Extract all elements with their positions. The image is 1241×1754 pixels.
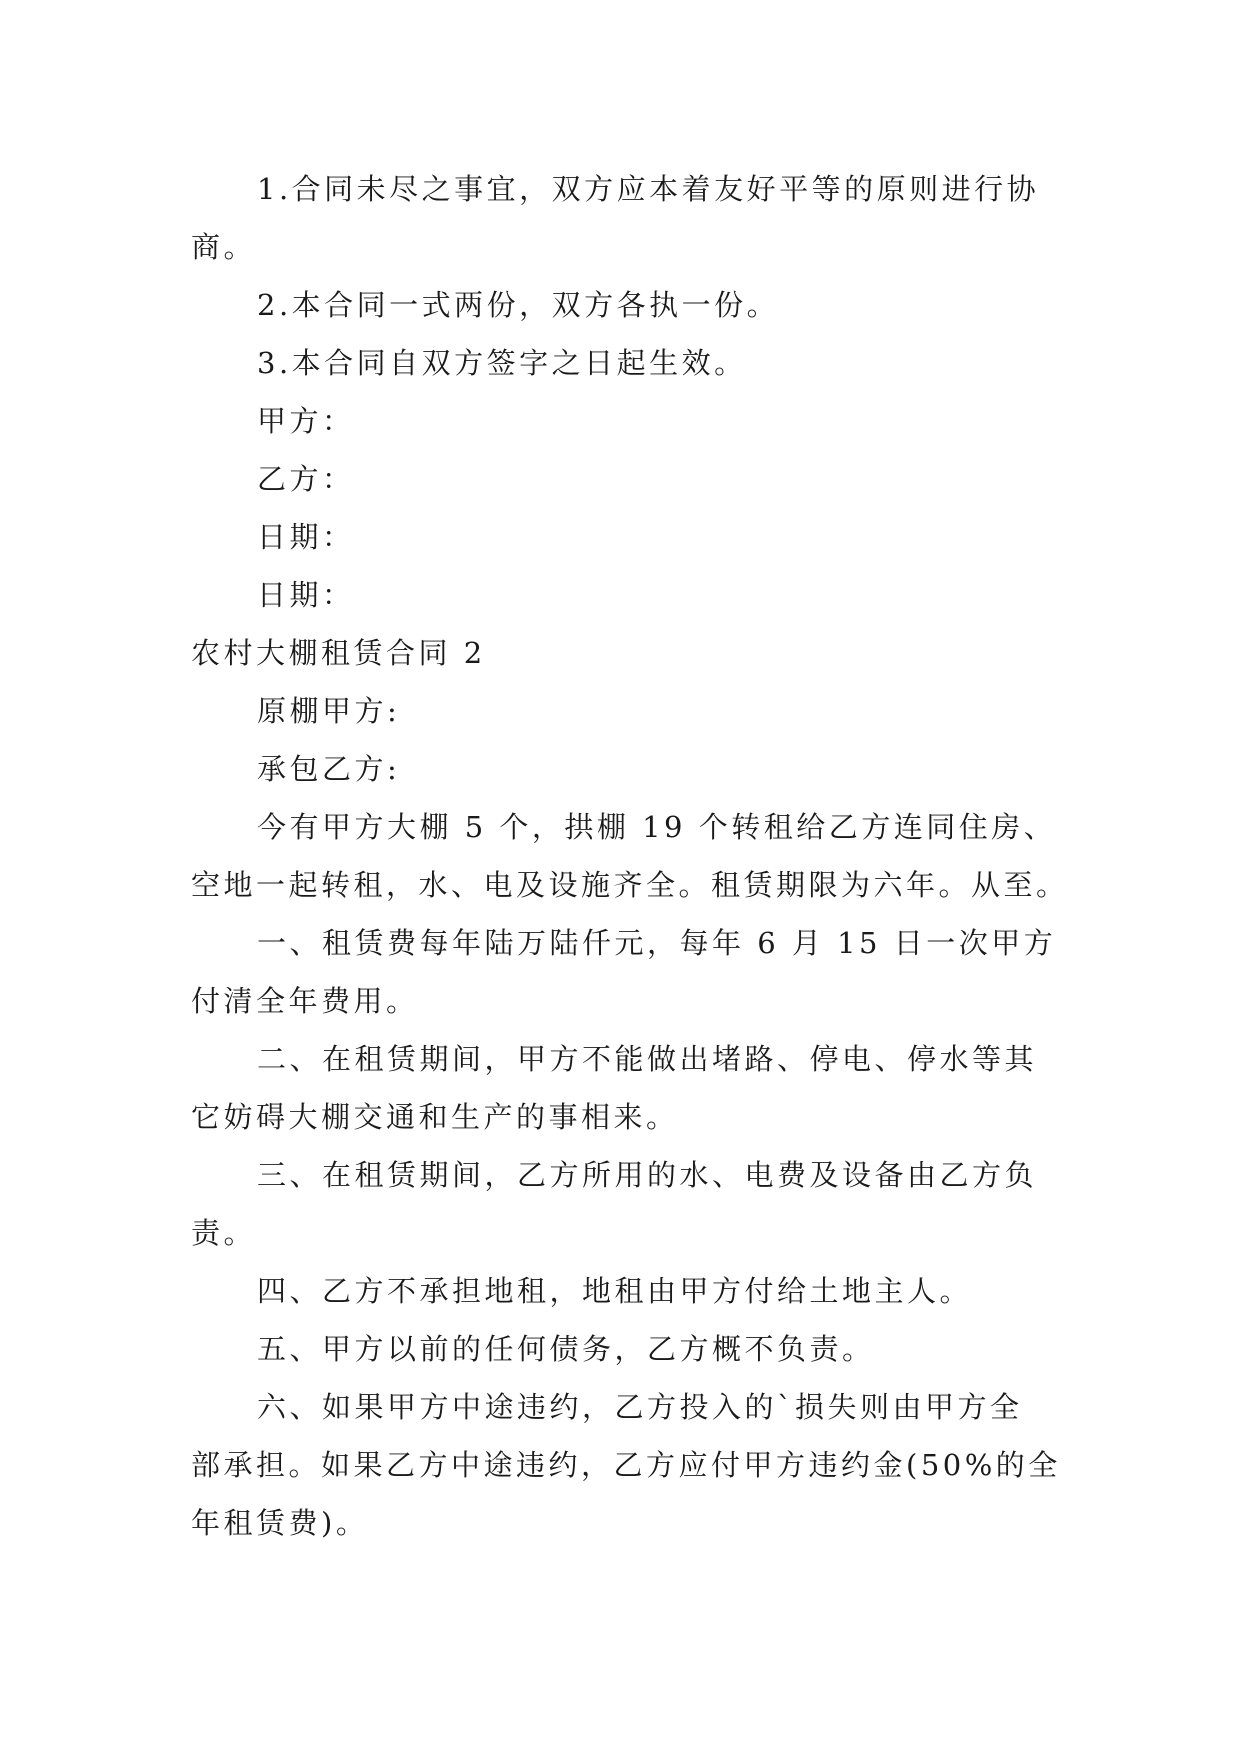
- contract-title: 农村大棚租赁合同 2: [191, 636, 486, 670]
- clause-1: 1.合同未尽之事宜，双方应本着友好平等的原则进行协: [257, 172, 1040, 206]
- item-1-line-1: 一、租赁费每年陆万陆仟元，每年 6 月 15 日一次甲方: [257, 926, 1057, 960]
- document-body: [191, 160, 1069, 1552]
- item-6-line-1: 六、如果甲方中途违约，乙方投入的`损失则由甲方全: [257, 1390, 1023, 1424]
- item-5: 五、甲方以前的任何债务，乙方概不负责。: [257, 1332, 875, 1366]
- item-2-line-2: 它妨碍大棚交通和生产的事相来。: [191, 1100, 679, 1134]
- party-a-signature: 甲方：: [257, 404, 355, 438]
- item-4: 四、乙方不承担地租，地租由甲方付给土地主人。: [257, 1274, 973, 1308]
- item-6-line-3: 年租赁费)。: [191, 1506, 369, 1540]
- date-line-2: 日期：: [257, 578, 355, 612]
- item-3-line-2: 责。: [191, 1216, 257, 1250]
- item-2-line-1: 二、在租赁期间，甲方不能做出堵路、停电、停水等其: [257, 1042, 1038, 1076]
- item-3-line-1: 三、在租赁期间，乙方所用的水、电费及设备由乙方负: [257, 1158, 1038, 1192]
- intro-line-1: 今有甲方大棚 5 个，拱棚 19 个转租给乙方连同住房、: [257, 810, 1057, 844]
- clause-1-continued: 商。: [191, 230, 257, 264]
- original-party-a: 原棚甲方:: [257, 694, 401, 728]
- contract-party-b: 承包乙方:: [257, 752, 401, 786]
- item-1-line-2: 付清全年费用。: [191, 984, 419, 1018]
- party-b-signature: 乙方：: [257, 462, 355, 496]
- intro-line-2: 空地一起转租，水、电及设施齐全。租赁期限为六年。从至。: [191, 868, 1069, 902]
- clause-2: 2.本合同一式两份，双方各执一份。: [257, 288, 780, 322]
- clause-3: 3.本合同自双方签字之日起生效。: [257, 346, 747, 380]
- item-6-line-2: 部承担。如果乙方中途违约，乙方应付甲方违约金(50%的全: [191, 1448, 1061, 1482]
- date-line-1: 日期：: [257, 520, 355, 554]
